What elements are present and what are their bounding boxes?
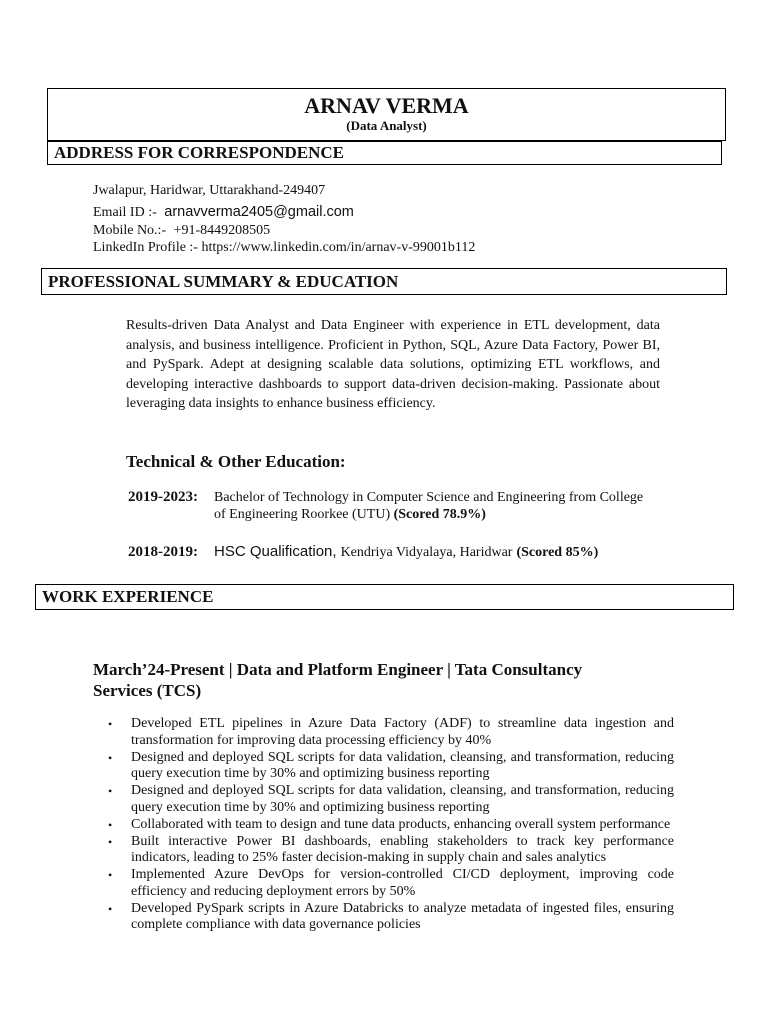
linkedin-label: LinkedIn Profile :- — [93, 240, 198, 255]
summary-paragraph: Results-driven Data Analyst and Data Engineer with experience in ETL development, data analysis, and business intelligence. Proficient in Python, SQL, Azure Data Factory, Power BI, and PySpark. Adept at designing scalable data solutions, optimizing ETL workflows, and developing interactive dashboards to support data-driven decision-making. Passionate about leveraging data insights to enhance business efficiency. — [126, 318, 660, 411]
work-heading-text: WORK EXPERIENCE — [42, 587, 214, 606]
job-title-line1: March’24-Present | Data and Platform Engineer | Tata Consultancy — [93, 660, 583, 679]
address-line: Jwalapur, Haridwar, Uttarakhand-249407 — [93, 183, 326, 198]
bullet-icon: • — [108, 750, 113, 765]
candidate-name: ARNAV VERMA — [304, 93, 469, 118]
mobile-line — [93, 222, 693, 239]
list-item — [108, 833, 674, 867]
summary-section-heading — [41, 268, 727, 295]
bullet-icon: • — [108, 868, 113, 882]
education-degree-line2: of Engineering Roorkee (UTU) — [214, 507, 391, 522]
bullet-icon: • — [108, 834, 113, 849]
bullet-text: Implemented Azure DevOps for version-controlled CI/CD deployment, improving code efficiency and reducing deployment errors by 50% — [131, 867, 674, 899]
address-heading-text: ADDRESS FOR CORRESPONDENCE — [54, 143, 344, 162]
education-score-hsc: (Scored 85%) — [516, 545, 599, 560]
list-item — [108, 816, 674, 834]
linkedin-line — [93, 239, 693, 256]
linkedin-value: https://www.linkedin.com/in/arnav-v-99001b112 — [201, 240, 476, 255]
list-item — [108, 783, 674, 816]
bullet-text: Built interactive Power BI dashboards, enabling stakeholders to track key performance indicators, leading to 25% faster decision-making in supply chain and sales analytics — [131, 833, 674, 865]
address-section-heading — [47, 141, 722, 165]
education-years-hsc: 2018-2019: — [128, 544, 198, 560]
address-block — [93, 182, 693, 256]
bullet-icon: • — [108, 901, 113, 916]
email-line — [93, 203, 693, 222]
education-heading: Technical & Other Education: — [126, 452, 346, 471]
list-item — [108, 749, 674, 783]
education-score-btech: (Scored 78.9%) — [393, 507, 486, 522]
job-title — [93, 659, 693, 701]
email-value: arnavverma2405@gmail.com — [164, 204, 354, 220]
mobile-value: +91-8449208505 — [173, 223, 271, 238]
summary-heading-text: PROFESSIONAL SUMMARY & EDUCATION — [48, 271, 399, 291]
list-item — [108, 867, 674, 900]
mobile-label: Mobile No.:- — [93, 223, 167, 238]
job-title-line2: Services (TCS) — [93, 681, 202, 700]
education-entry-btech — [128, 489, 698, 523]
bullet-icon: • — [108, 717, 113, 731]
bullet-text: Designed and deployed SQL scripts for data validation, cleansing, and transformation, reducing query execution time by 30% and optimizing business reporting — [131, 749, 674, 781]
work-bullet-list — [108, 716, 674, 934]
list-item — [108, 716, 674, 749]
name-header-box — [47, 88, 726, 141]
bullet-text: Developed PySpark scripts in Azure Databricks to analyze metadata of ingested files, ensuring complete compliance with data governance policies — [131, 900, 674, 932]
education-years-btech: 2019-2023: — [128, 489, 198, 505]
bullet-text: Designed and deployed SQL scripts for data validation, cleansing, and transformation, reducing query execution time by 30% and optimizing business reporting — [131, 783, 674, 815]
bullet-text: Collaborated with team to design and tune data products, enhancing overall system performance — [131, 816, 671, 832]
bullet-icon: • — [108, 817, 113, 832]
education-school-hsc: Kendriya Vidyalaya, Haridwar — [340, 545, 513, 560]
list-item — [108, 900, 674, 934]
candidate-role: (Data Analyst) — [346, 118, 427, 133]
education-qualification-hsc: HSC Qualification, — [214, 543, 337, 560]
education-degree-line1: Bachelor of Technology in Computer Science and Engineering from College — [214, 490, 644, 505]
email-label: Email ID :- — [93, 205, 157, 220]
bullet-text: Developed ETL pipelines in Azure Data Factory (ADF) to streamline data ingestion and transformation for improving data processing efficiency by 40% — [131, 716, 674, 748]
education-entry-hsc — [128, 543, 728, 561]
work-section-heading — [35, 584, 734, 610]
bullet-icon: • — [108, 784, 113, 798]
